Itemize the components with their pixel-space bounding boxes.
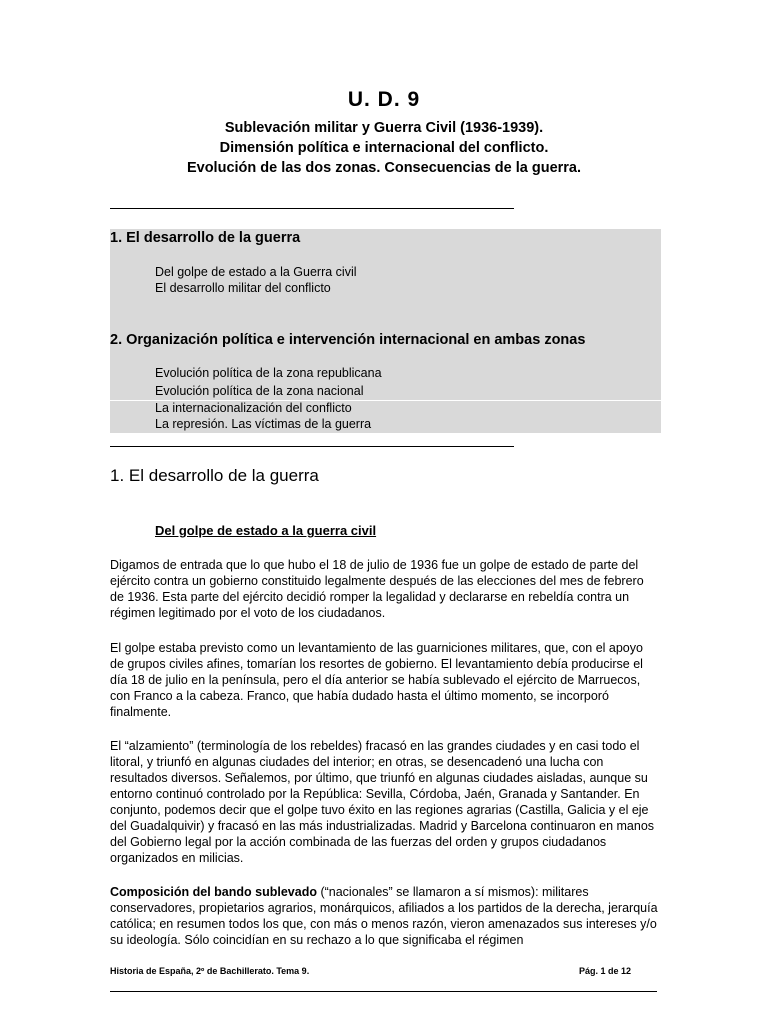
unit-title: U. D. 9 bbox=[347, 88, 421, 111]
toc-item: Evolución política de la zona nacional bbox=[155, 384, 364, 398]
paragraph-1: Digamos de entrada que lo que hubo el 18 de julio de 1936 fue un golpe de estado de parte del ejército contra un gobierno constituido legalmente después de las elecciones del mes de febrero de 1936. Esta parte del ejército decidió romper la legalidad y declararse en rebeldía contra un régimen legitimado por el voto de los ciudadanos. bbox=[110, 558, 644, 620]
paragraph-4 bbox=[110, 884, 660, 948]
subtitle-line-1: Sublevación militar y Guerra Civil (1936-1939). bbox=[224, 120, 544, 136]
toc-heading-2: 2. Organización política e intervención internacional en ambas zonas bbox=[110, 332, 586, 348]
paragraph-4-text: (“nacionales” se llamaron a sí mismos): militares conservadores, propietarios agrarios, monárquicos, afiliados a los partidos de la derecha, jerarquía católica; en resumen todos los que, con más o menos razón, vieron amenazados sus intereses y/o su ideología. Sólo coincidían en su rechazo a lo que significaba el régimen bbox=[110, 885, 658, 947]
footer-page-number: Pág. 1 de 12 bbox=[579, 966, 632, 976]
toc-item: El desarrollo militar del conflicto bbox=[155, 281, 331, 295]
toc-heading-1: 1. El desarrollo de la guerra bbox=[110, 230, 301, 246]
paragraph-2: El golpe estaba previsto como un levantamiento de las guarniciones militares, que, con el apoyo de grupos civiles afines, tomarían los resortes de gobierno. El levantamiento debía producirse el día 18 de julio en la península, pero el día anterior se había sublevado el ejército de Marruecos, con Franco a la cabeza. Franco, que había dudado hasta el último momento, se incorporó finalmente. bbox=[110, 641, 643, 719]
toc-item: Del golpe de estado a la Guerra civil bbox=[155, 265, 357, 279]
section-title: 1. El desarrollo de la guerra bbox=[110, 466, 319, 485]
footer-course-label: Historia de España, 2º de Bachillerato. Tema 9. bbox=[110, 966, 310, 976]
divider-top bbox=[110, 208, 514, 209]
toc-item: La represión. Las víctimas de la guerra bbox=[155, 417, 372, 431]
table-of-contents bbox=[110, 229, 661, 433]
paragraph-3: El “alzamiento” (terminología de los rebeldes) fracasó en las grandes ciudades y en casi todo el litoral, y triunfó en algunas ciudades del interior; en otras, se desencadenó una lucha con resultados diversos. Señalemos, por último, que triunfó en algunas ciudades aisladas, aunque su entorno continuó controlado por la República: Sevilla, Córdoba, Jaén, Granada y Santander. En conjunto, podemos decir que el golpe tuvo éxito en las regiones agrarias (Castilla, Galicia y el eje del Guadalquivir) y fracasó en las más industrializadas. Madrid y Barcelona continuaron en manos del Gobierno legal por la acción combinada de las fuerzas del orden y grupos ciudadanos organizados en milicias. bbox=[110, 739, 655, 865]
subtitle-line-2: Dimensión política e internacional del conflicto. bbox=[219, 140, 549, 156]
divider-bottom bbox=[110, 446, 514, 447]
footer-divider bbox=[110, 991, 657, 992]
subtitle-line-3: Evolución de las dos zonas. Consecuencias de la guerra. bbox=[186, 160, 582, 176]
section-subheading: Del golpe de estado a la guerra civil bbox=[155, 523, 377, 538]
toc-item: Evolución política de la zona republicana bbox=[155, 366, 382, 380]
paragraph-4-bold-lead: Composición del bando sublevado bbox=[110, 885, 317, 899]
toc-item: La internacionalización del conflicto bbox=[155, 401, 352, 415]
